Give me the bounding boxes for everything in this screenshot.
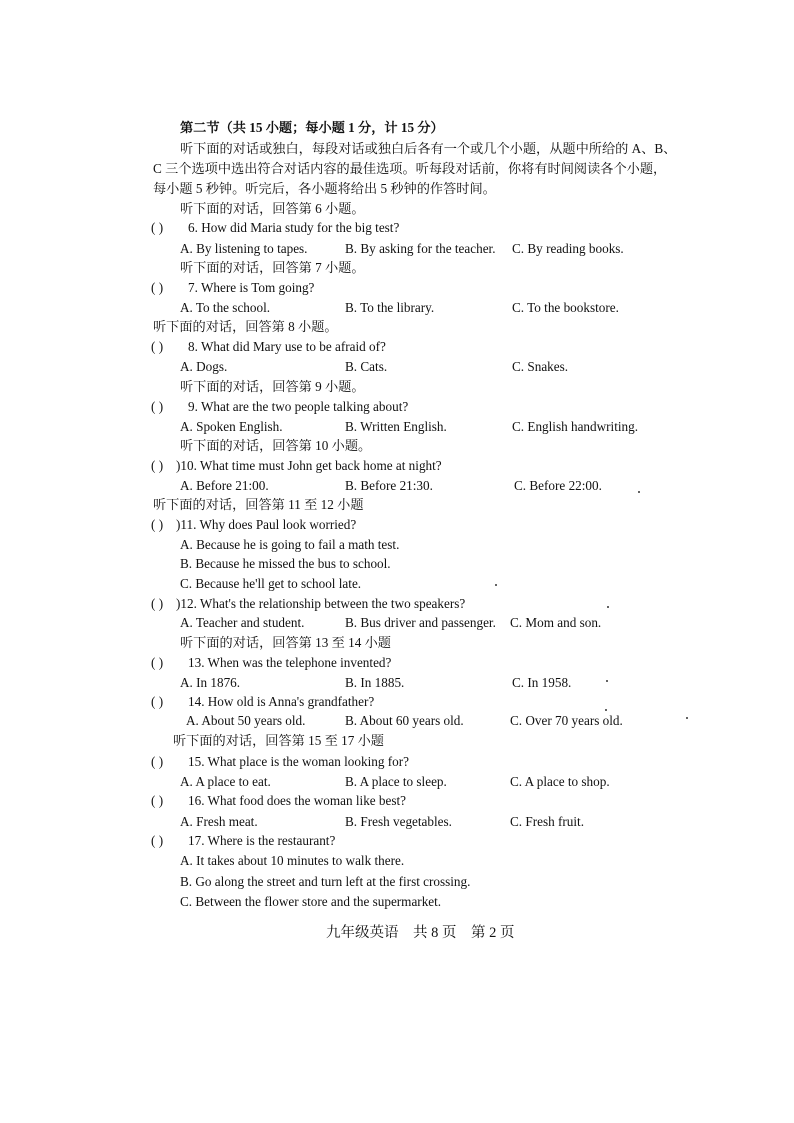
option-c: C. In 1958. — [512, 675, 572, 690]
option-a: A. Spoken English. — [180, 419, 283, 434]
option-c: C. Fresh fruit. — [510, 814, 584, 829]
answer-blank[interactable]: ( ) — [151, 280, 164, 295]
option-c: C. By reading books. — [512, 241, 624, 256]
question-stem: )11. Why does Paul look worried? — [176, 517, 357, 532]
option-a: A. Before 21:00. — [180, 478, 269, 493]
instruction-line: 听下面的对话或独白，每段对话或独白后各有一个或几个小题，从题中所给的 A、B、 — [180, 141, 677, 156]
question-stem: 8. What did Mary use to be afraid of? — [188, 339, 386, 354]
option-a: A. Because he is going to fail a math test. — [180, 537, 400, 552]
direction-q15-17: 听下面的对话，回答第 15 至 17 小题 — [173, 733, 384, 748]
answer-blank[interactable]: ( ) — [151, 833, 164, 848]
answer-blank[interactable]: ( ) — [151, 339, 164, 354]
answer-blank[interactable]: ( ) — [151, 655, 164, 670]
question-stem: 9. What are the two people talking about? — [188, 399, 409, 414]
option-c: C. A place to shop. — [510, 774, 610, 789]
question-stem: )10. What time must John get back home at night? — [176, 458, 442, 473]
page-footer: 九年级英语 共 8 页 第 2 页 — [326, 925, 515, 941]
answer-blank[interactable]: ( ) — [151, 220, 164, 235]
option-b: B. Bus driver and passenger. — [345, 615, 496, 630]
option-b: B. A place to sleep. — [345, 774, 447, 789]
scan-speck — [605, 709, 607, 711]
direction-q11-12: 听下面的对话，回答第 11 至 12 小题 — [153, 497, 364, 512]
answer-blank[interactable]: ( ) — [151, 793, 164, 808]
question-stem: 17. Where is the restaurant? — [188, 833, 336, 848]
direction-q8: 听下面的对话，回答第 8 小题。 — [153, 319, 338, 334]
option-b: B. In 1885. — [345, 675, 405, 690]
direction-q10: 听下面的对话，回答第 10 小题。 — [180, 438, 372, 453]
question-stem: )12. What's the relationship between the two speakers? — [176, 596, 466, 611]
option-b: B. Because he missed the bus to school. — [180, 556, 391, 571]
option-b: B. Go along the street and turn left at the first crossing. — [180, 874, 471, 889]
question-stem: 6. How did Maria study for the big test? — [188, 220, 400, 235]
option-b: B. About 60 years old. — [345, 713, 464, 728]
direction-q6: 听下面的对话，回答第 6 小题。 — [180, 201, 365, 216]
option-b: B. Fresh vegetables. — [345, 814, 452, 829]
option-c: C. Between the flower store and the supermarket. — [180, 894, 442, 909]
option-b: B. To the library. — [345, 300, 435, 315]
option-b: B. Written English. — [345, 419, 447, 434]
option-a: A. Teacher and student. — [180, 615, 305, 630]
option-a: A. By listening to tapes. — [180, 241, 308, 256]
instruction-line: 每小题 5 秒钟。听完后，各小题将给出 5 秒钟的作答时间。 — [153, 181, 496, 196]
option-c: C. Snakes. — [512, 359, 569, 374]
answer-blank[interactable]: ( ) — [151, 399, 164, 414]
question-stem: 7. Where is Tom going? — [188, 280, 315, 295]
option-a: A. About 50 years old. — [186, 713, 306, 728]
option-c: C. Mom and son. — [510, 615, 602, 630]
question-stem: 14. How old is Anna's grandfather? — [188, 694, 375, 709]
scan-speck — [686, 717, 688, 719]
option-a: A. To the school. — [180, 300, 271, 315]
option-b: B. Cats. — [345, 359, 388, 374]
answer-blank[interactable]: ( ) — [151, 458, 164, 473]
option-c: C. English handwriting. — [512, 419, 639, 434]
option-a: A. A place to eat. — [180, 774, 271, 789]
question-stem: 16. What food does the woman like best? — [188, 793, 407, 808]
scan-speck — [606, 680, 608, 682]
question-stem: 15. What place is the woman looking for? — [188, 754, 409, 769]
option-b: B. By asking for the teacher. — [345, 241, 496, 256]
scan-speck — [607, 606, 609, 608]
direction-q13-14: 听下面的对话，回答第 13 至 14 小题 — [180, 635, 391, 650]
answer-blank[interactable]: ( ) — [151, 517, 164, 532]
option-b: B. Before 21:30. — [345, 478, 433, 493]
answer-blank[interactable]: ( ) — [151, 754, 164, 769]
direction-q7: 听下面的对话，回答第 7 小题。 — [180, 260, 365, 275]
option-c: C. Before 22:00. — [514, 478, 602, 493]
answer-blank[interactable]: ( ) — [151, 694, 164, 709]
option-a: A. Fresh meat. — [180, 814, 258, 829]
option-a: A. It takes about 10 minutes to walk there. — [180, 853, 405, 868]
question-stem: 13. When was the telephone invented? — [188, 655, 392, 670]
option-a: A. In 1876. — [180, 675, 241, 690]
option-c: C. Because he'll get to school late. — [180, 576, 362, 591]
instruction-line: C 三个选项中选出符合对话内容的最佳选项。听每段对话前，你将有时间阅读各个小题， — [153, 161, 667, 176]
scan-speck — [638, 491, 640, 493]
option-c: C. To the bookstore. — [512, 300, 619, 315]
option-c: C. Over 70 years old. — [510, 713, 623, 728]
option-a: A. Dogs. — [180, 359, 228, 374]
direction-q9: 听下面的对话，回答第 9 小题。 — [180, 379, 365, 394]
answer-blank[interactable]: ( ) — [151, 596, 164, 611]
scan-speck — [495, 584, 497, 586]
section-title: 第二节（共 15 小题；每小题 1 分，计 15 分） — [180, 120, 444, 135]
